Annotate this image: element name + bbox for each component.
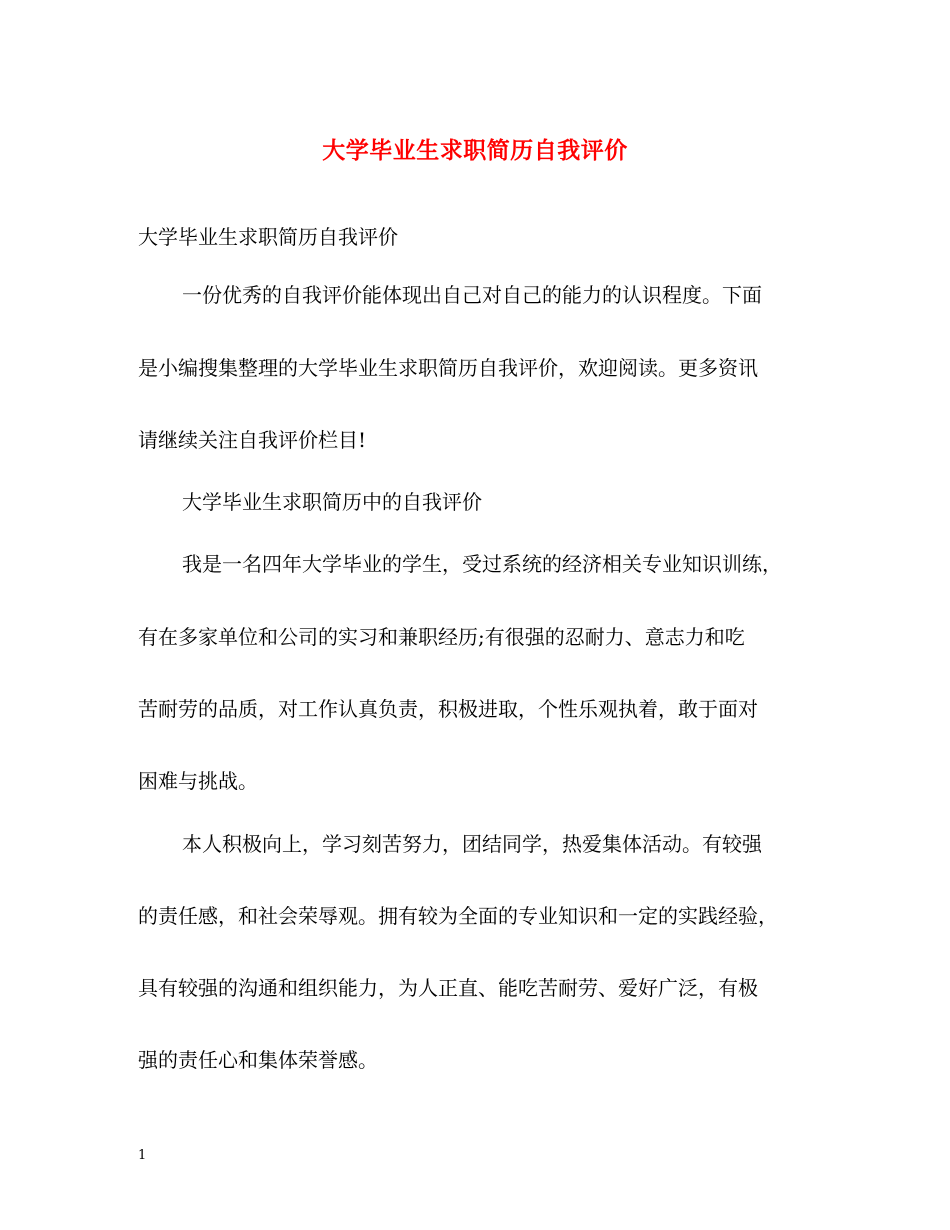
paragraph-line-5: 本人积极向上，学习刻苦努力，团结同学，热爱集体活动。有较强 — [182, 832, 762, 856]
paragraph-line-6: 的责任感，和社会荣辱观。拥有较为全面的专业知识和一定的实践经验， — [138, 904, 778, 928]
section-heading: 大学毕业生求职简历自我评价 — [138, 225, 398, 249]
paragraph-line-intro-2: 是小编搜集整理的大学毕业生求职简历自我评价，欢迎阅读。更多资讯 — [138, 356, 758, 380]
subheading: 大学毕业生求职简历中的自我评价 — [182, 490, 482, 514]
paragraph-line-7: 具有较强的沟通和组织能力，为人正直、能吃苦耐劳、爱好广泛，有极 — [138, 976, 758, 1000]
paragraph-line-4: 困难与挑战。 — [138, 769, 258, 793]
paragraph-line-3: 苦耐劳的品质，对工作认真负责，积极进取，个性乐观执着，敢于面对 — [138, 697, 758, 721]
paragraph-line-8: 强的责任心和集体荣誉感。 — [138, 1048, 378, 1072]
paragraph-line-2: 有在多家单位和公司的实习和兼职经历;有很强的忍耐力、意志力和吃 — [138, 625, 745, 649]
paragraph-line-intro-3: 请继续关注自我评价栏目! — [138, 428, 367, 452]
paragraph-line-1: 我是一名四年大学毕业的学生，受过系统的经济相关专业知识训练， — [182, 552, 782, 576]
page-number: 1 — [138, 1148, 147, 1163]
paragraph-line-intro-1: 一份优秀的自我评价能体现出自己对自己的能力的认识程度。下面 — [182, 283, 762, 307]
document-title: 大学毕业生求职简历自我评价 — [322, 137, 628, 164]
